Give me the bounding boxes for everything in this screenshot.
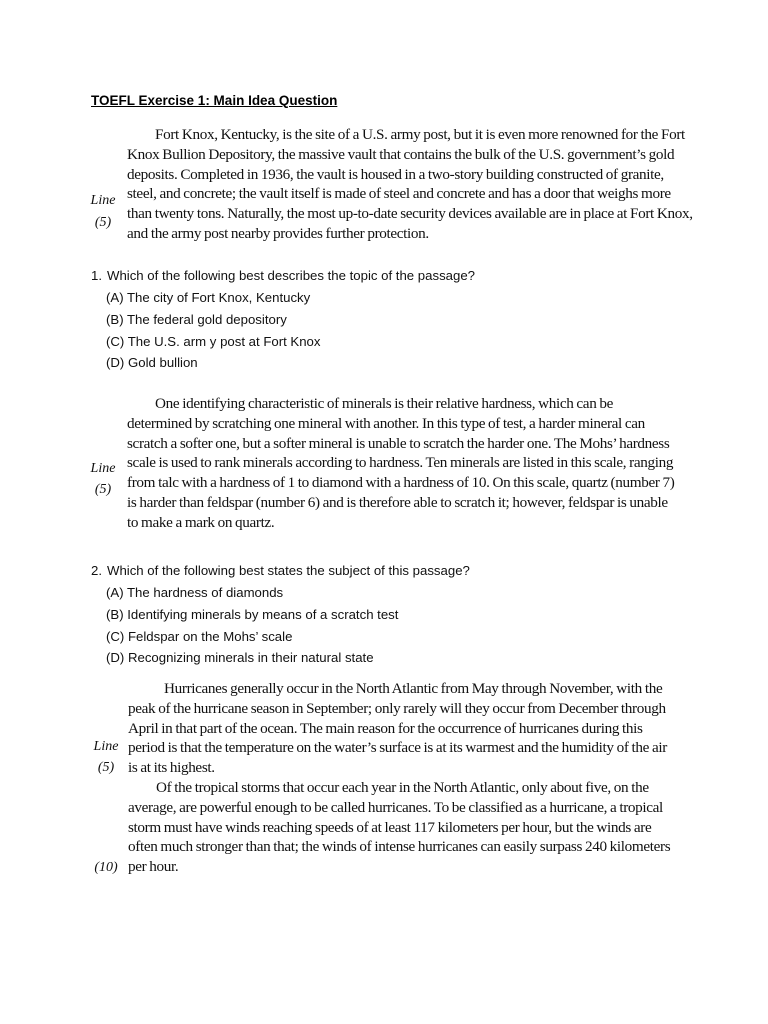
line-number-marker: (10): [94, 860, 118, 875]
passage-line: scratch a softer one, but a softer mineral is unable to scratch the harder one. The Mohs’ hardness: [127, 434, 670, 452]
answer-option-c: (C) Feldspar on the Mohs’ scale: [106, 628, 293, 644]
question-number: 2.: [91, 563, 102, 578]
passage-line: period is that the temperature on the water’s surface is at its warmest and the humidity of the air: [128, 739, 667, 757]
question-text: Which of the following best states the subject of this passage?: [107, 563, 470, 578]
line-number-marker: (5): [94, 215, 112, 230]
passage-line: often much stronger than that; the winds of intense hurricanes can easily surpass 240 kilometers: [128, 838, 671, 856]
passage-line: One identifying characteristic of minerals is their relative hardness, which can be: [155, 395, 614, 412]
passage-line: than twenty tons. Naturally, the most up-to-date security devices available are in place at Fort Knox,: [127, 205, 693, 223]
question-stem: [91, 563, 470, 585]
line-number-marker: (5): [94, 482, 112, 497]
answer-option-c: (C) The U.S. arm y post at Fort Knox: [106, 333, 321, 349]
passage-line: per hour.: [128, 858, 179, 876]
passage-line: is at its highest.: [128, 759, 215, 777]
line-number-marker: (5): [97, 760, 115, 775]
answer-option-d: (D) Gold bullion: [106, 355, 198, 371]
question-text: Which of the following best describes the topic of the passage?: [107, 268, 476, 283]
question-2: [91, 563, 470, 672]
passage-line: is harder than feldspar (number 6) and is therefore able to scratch it; however, feldspar is unable: [127, 493, 668, 511]
answer-option-d: (D) Recognizing minerals in their natural state: [106, 650, 374, 666]
page-title: TOEFL Exercise 1: Main Idea Question: [91, 93, 338, 108]
answer-option-b: (B) The federal gold depository: [106, 311, 287, 327]
passage-line: average, are powerful enough to be called hurricanes. To be classified as a hurricane, a tropical: [128, 798, 663, 816]
passage-line: April in that part of the ocean. The main reason for the occurrence of hurricanes during this: [128, 719, 643, 737]
passage-line: to make a mark on quartz.: [127, 513, 275, 531]
passage-fort-knox: [127, 125, 693, 244]
passage-line: scale is used to rank minerals according to hardness. Ten minerals are listed in this scale, ranging: [127, 454, 674, 472]
passage-line: from talc with a hardness of 1 to diamond with a hardness of 10. On this scale, quartz (number 7): [127, 474, 675, 492]
answer-option-a: (A) The city of Fort Knox, Kentucky: [106, 290, 311, 305]
passage-line: steel, and concrete; the vault itself is made of steel and concrete and has a door that weighs more: [127, 185, 671, 203]
passage-line: determined by scratching one mineral with another. In this type of test, a harder mineral can: [127, 414, 645, 432]
passage-hurricanes: [128, 679, 674, 877]
answer-option-a: (A) The hardness of diamonds: [106, 585, 284, 600]
line-number-marker: Line: [90, 193, 116, 208]
answer-option-b: (B) Identifying minerals by means of a scratch test: [106, 606, 399, 622]
question-stem: [91, 268, 475, 290]
passage-line: Of the tropical storms that occur each year in the North Atlantic, only about five, on the: [156, 778, 649, 796]
question-number: 1.: [91, 268, 102, 283]
line-number-marker: Line: [90, 461, 116, 476]
passage-line: Hurricanes generally occur in the North Atlantic from May through November, with the: [164, 680, 663, 697]
passage-line: and the army post nearby provides further protection.: [127, 224, 429, 242]
passage-minerals: [127, 394, 673, 533]
passage-line: storm must have winds reaching speeds of at least 117 kilometers per hour, but the winds are: [128, 818, 652, 836]
passage-line: deposits. Completed in 1936, the vault is housed in a two-story building constructed of granite,: [127, 165, 664, 183]
passage-line: Fort Knox, Kentucky, is the site of a U.S. army post, but it is even more renowned for the Fort: [155, 126, 685, 143]
passage-line: Knox Bullion Depository, the massive vault that contains the bulk of the U.S. government’s gold: [127, 145, 675, 163]
line-number-marker: Line: [93, 739, 119, 754]
passage-line: peak of the hurricane season in September; only rarely will they occur from December through: [128, 699, 666, 717]
question-1: [91, 268, 475, 377]
